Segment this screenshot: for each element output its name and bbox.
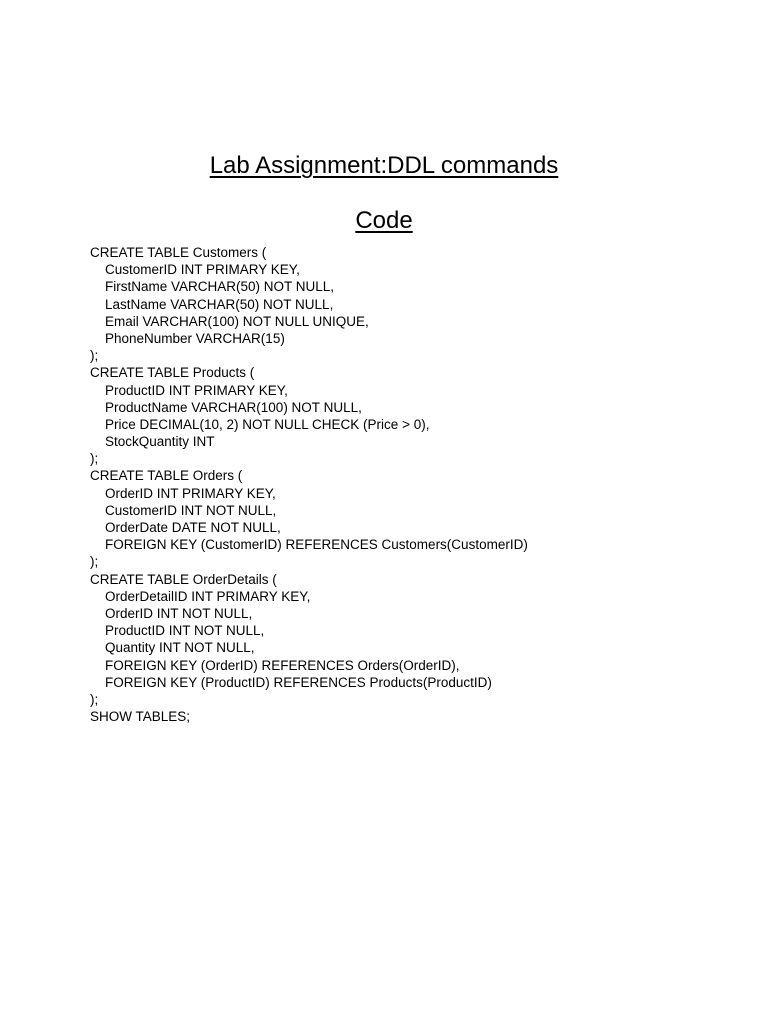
code-heading: Code [355,207,413,234]
code-line: OrderID INT PRIMARY KEY, [105,485,276,501]
code-line: OrderDetailID INT PRIMARY KEY, [105,588,311,604]
code-line: CREATE TABLE OrderDetails ( [90,571,277,587]
code-line: ProductName VARCHAR(100) NOT NULL, [105,399,362,415]
code-line: Price DECIMAL(10, 2) NOT NULL CHECK (Price > 0), [105,416,430,432]
code-line: LastName VARCHAR(50) NOT NULL, [105,296,334,312]
document-title: Lab Assignment:DDL commands [209,152,559,179]
code-line: SHOW TABLES; [90,709,191,725]
code-line: FOREIGN KEY (OrderID) REFERENCES Orders(OrderID), [105,657,460,673]
code-listing [90,244,730,725]
code-line: FirstName VARCHAR(50) NOT NULL, [105,279,335,295]
code-line: ); [90,348,99,364]
code-line: Email VARCHAR(100) NOT NULL UNIQUE, [105,313,369,329]
code-line: ); [90,451,99,467]
code-line: StockQuantity INT [105,434,215,450]
code-line: PhoneNumber VARCHAR(15) [105,330,285,346]
code-line: FOREIGN KEY (ProductID) REFERENCES Products(ProductID) [105,674,492,690]
code-line: ProductID INT PRIMARY KEY, [105,382,288,398]
code-line: CustomerID INT NOT NULL, [105,502,277,518]
code-line: CustomerID INT PRIMARY KEY, [105,262,300,278]
code-line: ProductID INT NOT NULL, [105,623,265,639]
code-line: ); [90,691,99,707]
code-line: Quantity INT NOT NULL, [105,640,255,656]
code-line: FOREIGN KEY (CustomerID) REFERENCES Customers(CustomerID) [105,537,528,553]
code-line: CREATE TABLE Products ( [90,365,255,381]
code-line: CREATE TABLE Customers ( [90,245,267,260]
code-line: OrderID INT NOT NULL, [105,605,253,621]
code-line: CREATE TABLE Orders ( [90,468,243,484]
code-line: OrderDate DATE NOT NULL, [105,520,281,535]
code-line: ); [90,554,99,570]
